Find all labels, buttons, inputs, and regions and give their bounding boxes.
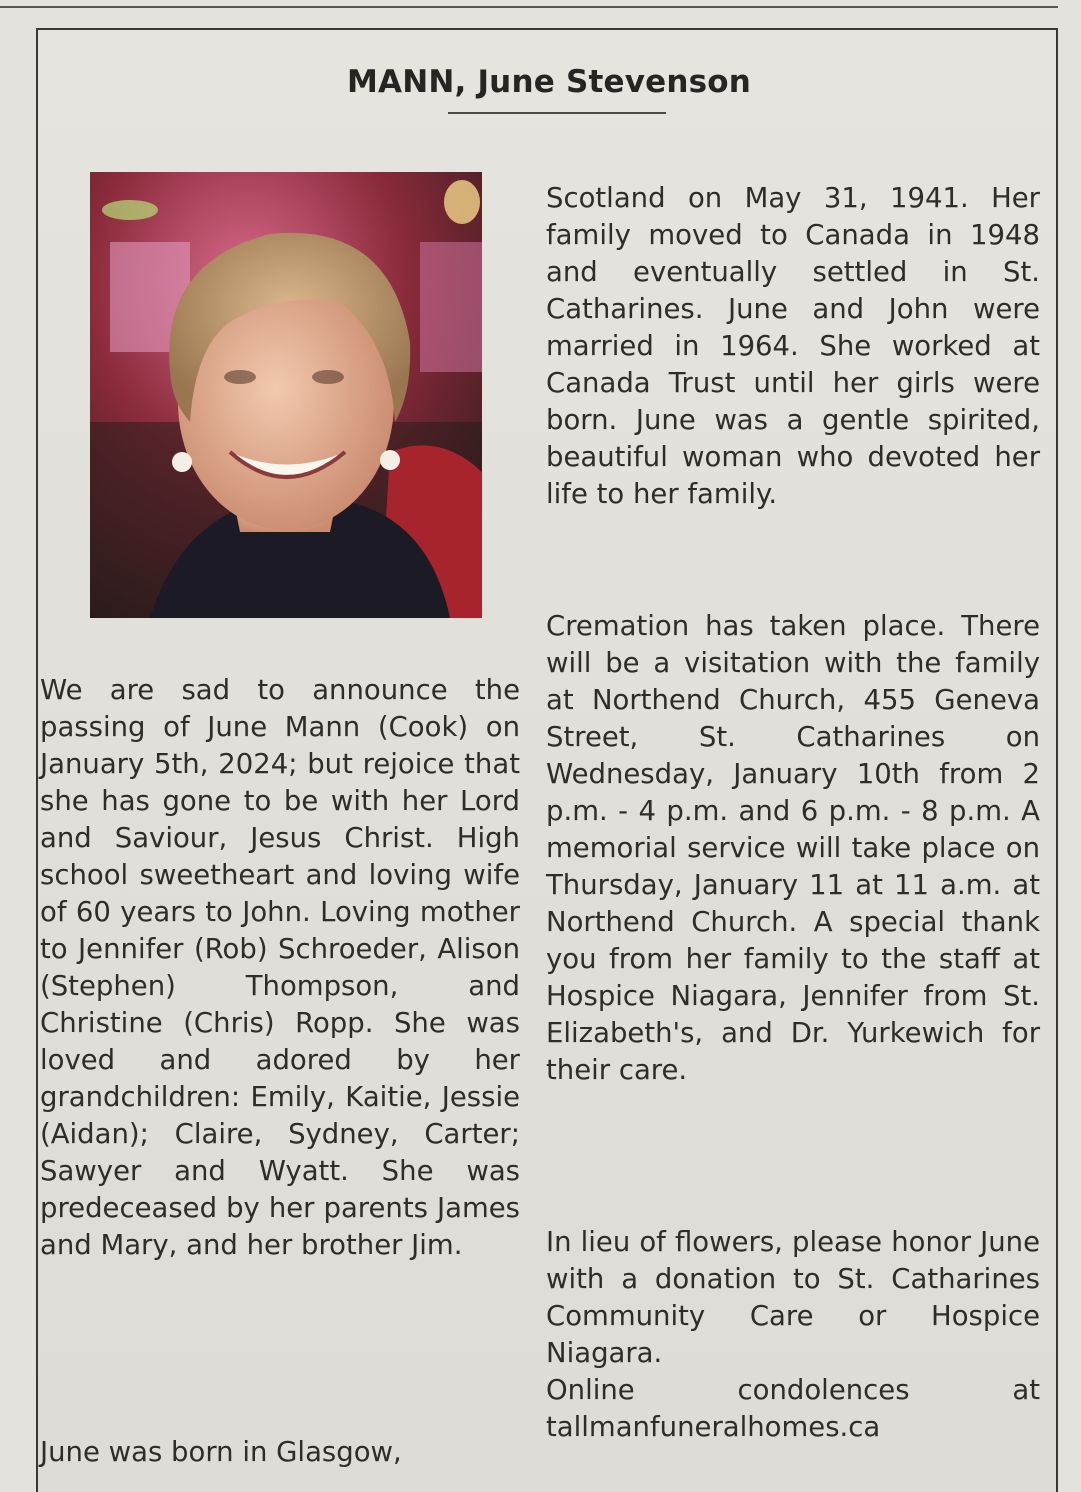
top-rule (0, 0, 1058, 8)
born-paragraph-continued: Scotland on May 31, 1941. Her family moved to Canada in 1948 and eventually settled in St. Catharines. June and John were married in 1964. She worked at Canada Trust until her girls were born. June was a gentle spirited, beautiful woman who devoted her life to her family. (546, 182, 1040, 510)
portrait-illustration (90, 172, 482, 618)
donations-paragraph: In lieu of flowers, please honor June with a donation to St. Catharines Community Care or Hospice Niagara. (546, 1226, 1040, 1369)
condolences-label: Online condolences at (546, 1374, 1040, 1406)
obituary-title: MANN, June Stevenson (346, 64, 752, 100)
services-paragraph: Cremation has taken place. There will be a visitation with the family at Northend Church, 455 Geneva Street, St. Catharines on Wednesday, January 10th from 2 p.m. - 4 p.m. and 6 p.m. - 8 p.m. A memorial service will take place on Thursday, January 11 at 11 a.m. at Northend Church. A special thank you from her family to the staff at Hospice Niagara, Jennifer from St. Elizabeth's, and Dr. Yurkewich for their care. (546, 610, 1040, 1086)
title-underline (448, 112, 666, 114)
donations-block (546, 1224, 1040, 1446)
born-paragraph-start: June was born in Glasgow, (40, 1436, 402, 1468)
announcement-paragraph: We are sad to announce the passing of June Mann (Cook) on January 5th, 2024; but rejoice that she has gone to be with her Lord and Saviour, Jesus Christ. High school sweetheart and loving wife of 60 years to John. Loving mother to Jennifer (Rob) Schroeder, Alison (Stephen) Thompson, and Christine (Chris) Ropp. She was loved and adored by her grandchildren: Emily, Kaitie, Jessie (Aidan); Claire, Sydney, Carter; Sawyer and Wyatt. She was predeceased by her parents James and Mary, and her brother Jim. (40, 674, 520, 1261)
condolences-website[interactable]: tallmanfuneralhomes.ca (546, 1411, 881, 1443)
obituary-notice (36, 28, 1058, 1492)
portrait-photo (90, 172, 482, 618)
